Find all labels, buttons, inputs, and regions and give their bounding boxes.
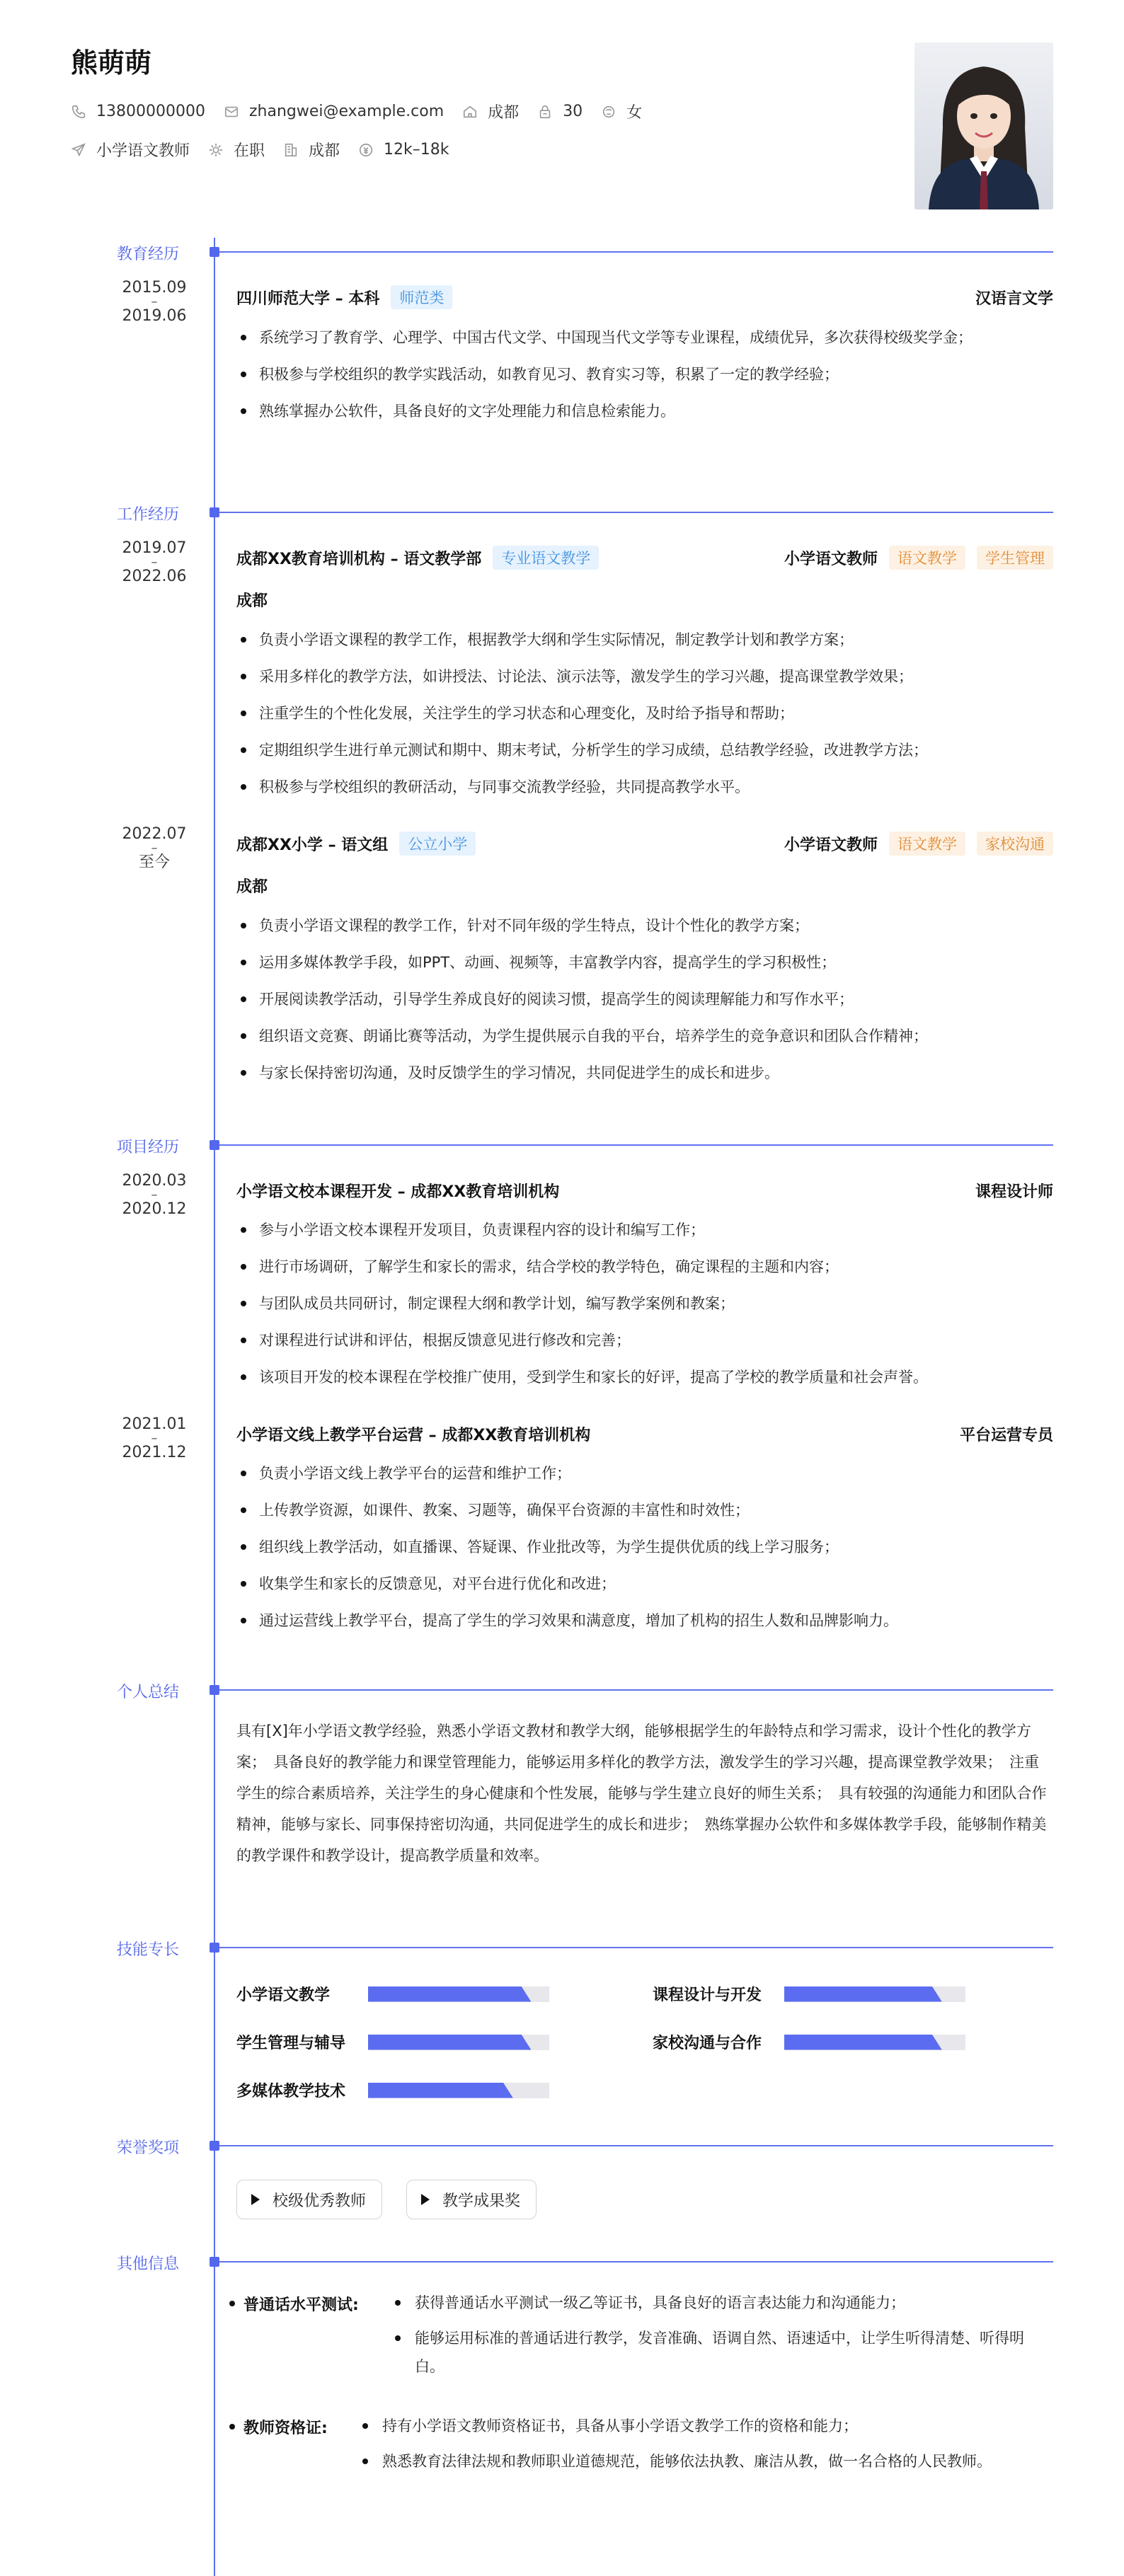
- section-title-skills: 技能专长: [117, 1941, 180, 1959]
- salary-item: [358, 141, 449, 159]
- list-item: 熟悉教育法律法规和教师职业道德规范，能够依法执教、廉洁从教，做一名合格的人民教师。: [358, 2447, 1053, 2476]
- home-icon: [462, 104, 478, 120]
- education-bullets: [236, 323, 1053, 434]
- list-item: 参与小学语文校本课程开发项目，负责课程内容的设计和编写工作；: [236, 1216, 1053, 1244]
- section-divider: [219, 2145, 1053, 2146]
- play-icon: [421, 2194, 430, 2205]
- skill-bar-fill: [784, 2035, 942, 2050]
- work-2-header: [236, 832, 1053, 855]
- list-item: 熟练掌握办公软件，具备良好的文字处理能力和信息检索能力。: [236, 397, 1053, 425]
- profile-photo: [914, 42, 1053, 209]
- list-item: 获得普通话水平测试一级乙等证书，具备良好的语言表达能力和沟通能力；: [391, 2289, 1053, 2317]
- company-tag: 公立小学: [399, 832, 476, 856]
- gender-value: 女: [626, 104, 643, 122]
- skill-bar: [368, 2035, 549, 2050]
- skill-name: 家校沟通与合作: [653, 2035, 762, 2052]
- skill-item: [236, 2031, 549, 2053]
- skill-bar: [784, 1986, 965, 2002]
- age-item: [537, 103, 583, 120]
- status-item: [208, 139, 265, 161]
- company-tag: 专业语文教学: [493, 546, 599, 570]
- list-item: 能够运用标准的普通话进行教学，发音准确、语调自然、语速适中，让学生听得清楚、听得明白。: [391, 2324, 1053, 2381]
- other-mandarin-list: [391, 2289, 1053, 2388]
- skill-name: 多媒体教学技术: [236, 2083, 346, 2100]
- skill-bar-fill: [368, 2083, 513, 2098]
- city-value: 成都: [309, 142, 340, 160]
- mail-icon: [224, 104, 239, 120]
- company-name: 成都XX小学 – 语文组: [236, 836, 389, 854]
- skill-item: [653, 2031, 965, 2053]
- contact-row: [71, 100, 660, 122]
- work-1-header: [236, 546, 1053, 569]
- list-item: 开展阅读教学活动，引导学生养成良好的阅读习惯，提高学生的阅读理解能力和写作水平；: [236, 985, 1053, 1013]
- project-2-date: 2021.01 – 2021.12: [122, 1415, 187, 1461]
- list-item: 积极参与学校组织的教研活动，与同事交流教学经验，共同提高教学水平。: [236, 773, 1053, 801]
- list-item: 对课程进行试讲和评估，根据反馈意见进行修改和完善；: [236, 1326, 1053, 1355]
- work-2-city: 成都: [236, 878, 268, 896]
- section-marker: [210, 1685, 219, 1695]
- phone-value: 13800000000: [96, 103, 205, 120]
- list-item: 采用多样化的教学方法，如讲授法、讨论法、演示法等，激发学生的学习兴趣，提高课堂教学效果；: [236, 662, 1053, 691]
- section-divider: [219, 512, 1053, 513]
- skill-bar-fill: [784, 1986, 942, 2002]
- section-title-other: 其他信息: [117, 2255, 180, 2273]
- job-role: 小学语文教师: [784, 550, 878, 568]
- work-2-date: 2022.07 – 至今: [122, 825, 187, 871]
- list-item: 系统学习了教育学、心理学、中国古代文学、中国现当代文学等专业课程，成绩优异，多次获得校级奖学金；: [236, 323, 1053, 352]
- project-name: 小学语文校本课程开发 – 成都XX教育培训机构: [236, 1183, 560, 1201]
- play-icon: [251, 2194, 260, 2205]
- list-item: 定期组织学生进行单元测试和期中、期末考试，分析学生的学习成绩，总结教学经验，改进教学方法；: [236, 736, 1053, 764]
- award-label: 校级优秀教师: [273, 2192, 367, 2210]
- job-item: [71, 139, 190, 161]
- section-marker: [210, 2257, 219, 2267]
- email-item: [224, 103, 444, 120]
- section-title-projects: 项目经历: [117, 1139, 180, 1156]
- section-divider: [219, 1144, 1053, 1146]
- job-title-value: 小学语文教师: [96, 142, 190, 160]
- section-title-work: 工作经历: [117, 506, 180, 524]
- list-item: 持有小学语文教师资格证书，具备从事小学语文教学工作的资格和能力；: [358, 2412, 1053, 2440]
- project-1-date: 2020.03 – 2020.12: [122, 1172, 187, 1218]
- list-item: 与团队成员共同研讨，制定课程大纲和教学计划，编写教学案例和教案；: [236, 1289, 1053, 1318]
- list-item: 负责小学语文课程的教学工作，针对不同年级的学生特点，设计个性化的教学方案；: [236, 912, 1053, 940]
- award-label: 教学成果奖: [442, 2192, 521, 2210]
- skill-bar: [784, 2035, 965, 2050]
- role-tag: 学生管理: [977, 546, 1053, 570]
- skill-name: 课程设计与开发: [653, 1986, 762, 2004]
- section-marker: [210, 1140, 219, 1150]
- work-2-bullets: [236, 912, 1053, 1096]
- role-tag: 家校沟通: [977, 832, 1053, 856]
- company-name: 成都XX教育培训机构 – 语文教学部: [236, 550, 482, 568]
- city-item: [283, 139, 340, 161]
- gender-item: [601, 100, 642, 122]
- other-certificate-list: [358, 2412, 1053, 2483]
- section-marker: [210, 2141, 219, 2151]
- skill-bar-fill: [368, 1986, 531, 2002]
- section-divider: [219, 2261, 1053, 2262]
- section-title-summary: 个人总结: [117, 1684, 180, 1701]
- phone-item: [71, 103, 205, 120]
- location-value: 成都: [488, 104, 520, 122]
- list-item: 与家长保持密切沟通，及时反馈学生的学习情况，共同促进学生的成长和进步。: [236, 1059, 1053, 1087]
- role-tag: 语文教学: [889, 546, 965, 570]
- school-tag: 师范类: [391, 285, 452, 309]
- list-item: 该项目开发的校本课程在学校推广使用，受到学生和家长的好评，提高了学校的教学质量和社会声誉。: [236, 1363, 1053, 1391]
- award-chip: [236, 2180, 382, 2219]
- project-name: 小学语文线上教学平台运营 – 成都XX教育培训机构: [236, 1426, 591, 1444]
- summary-text: 具有[X]年小学语文教学经验，熟悉小学语文教材和教学大纲，能够根据学生的年龄特点和学习需求，设计个性化的教学方案； 具备良好的教学能力和课堂管理能力，能够运用多样化的教学方法，激发学生的学习兴趣，提高课堂教学效果； 注重学生的综合素质培养，关注学生的身心健康和个性发展，能够与学生建立良好的师生关系； 具有较强的沟通能力和团队合作精神，能够与家长、同事保持密切沟通，共同促进学生的成长和进步； 熟练掌握办公软件和多媒体教学手段，能够制作精美的教学课件和教学设计，提高教学质量和效率。: [236, 1723, 1047, 1864]
- phone-icon: [71, 104, 86, 120]
- job-role: 小学语文教师: [784, 836, 878, 854]
- skill-item: [653, 1983, 965, 2005]
- education-date: 2015.09 – 2019.06: [122, 279, 187, 325]
- salary-value: 12k–18k: [384, 141, 449, 159]
- skill-name: 学生管理与辅导: [236, 2035, 346, 2052]
- project-2-bullets: [236, 1459, 1053, 1643]
- timeline-line: [214, 238, 215, 2576]
- list-item: 收集学生和家长的反馈意见，对平台进行优化和改进；: [236, 1570, 1053, 1598]
- section-title-awards: 荣誉奖项: [117, 2139, 180, 2157]
- section-divider: [219, 251, 1053, 253]
- project-2-header: [236, 1422, 1053, 1445]
- list-item: 运用多媒体教学手段，如PPT、动画、视频等，丰富教学内容，提高学生的学习积极性；: [236, 948, 1053, 977]
- list-item: 负责小学语文线上教学平台的运营和维护工作；: [236, 1459, 1053, 1488]
- education-entry-header: [236, 286, 1053, 309]
- list-item: 负责小学语文课程的教学工作，根据教学大纲和学生实际情况，制定教学计划和教学方案；: [236, 626, 1053, 654]
- section-divider: [219, 1689, 1053, 1691]
- work-1-bullets: [236, 626, 1053, 810]
- role-tag: 语文教学: [889, 832, 965, 856]
- list-item: 上传教学资源，如课件、教案、习题等，确保平台资源的丰富性和时效性；: [236, 1496, 1053, 1524]
- other-label-mandarin: 普通话水平测试:: [243, 2293, 359, 2315]
- project-1-header: [236, 1179, 1053, 1202]
- list-item: 积极参与学校组织的教学实践活动，如教育见习、教育实习等，积累了一定的教学经验；: [236, 360, 1053, 389]
- user-icon: [537, 104, 553, 120]
- section-marker: [210, 507, 219, 517]
- email-value: zhangwei@example.com: [248, 103, 445, 120]
- section-marker: [210, 1943, 219, 1953]
- location-item: [462, 100, 519, 122]
- work-1-city: 成都: [236, 592, 268, 610]
- skill-bar: [368, 1986, 549, 2002]
- section-marker: [210, 247, 219, 257]
- send-icon: [71, 142, 86, 158]
- project-1-bullets: [236, 1216, 1053, 1400]
- skill-item: [236, 1983, 549, 2005]
- job-row: [71, 139, 468, 161]
- skill-bar-fill: [368, 2035, 531, 2050]
- major: 汉语言文学: [975, 289, 1053, 308]
- gender-icon: [601, 104, 617, 120]
- status-icon: [208, 142, 224, 158]
- list-item: 组织语文竞赛、朗诵比赛等活动，为学生提供展示自我的平台，培养学生的竞争意识和团队合作精神；: [236, 1022, 1053, 1050]
- list-item: 组织线上教学活动，如直播课、答疑课、作业批改等，为学生提供优质的线上学习服务；: [236, 1533, 1053, 1561]
- project-role: 平台运营专员: [959, 1426, 1053, 1444]
- skill-bar: [368, 2083, 549, 2098]
- other-label-certificate: 教师资格证:: [243, 2416, 328, 2438]
- skill-name: 小学语文教学: [236, 1986, 331, 2004]
- candidate-name: 熊萌萌: [71, 47, 152, 79]
- award-chip: [406, 2180, 537, 2219]
- list-item: 注重学生的个性化发展，关注学生的学习状态和心理变化，及时给予指导和帮助；: [236, 699, 1053, 728]
- status-value: 在职: [234, 142, 265, 160]
- list-item: 进行市场调研，了解学生和家长的需求，结合学校的教学特色，确定课程的主题和内容；: [236, 1253, 1053, 1281]
- section-title-education: 教育经历: [117, 246, 180, 263]
- skill-item: [236, 2079, 549, 2101]
- list-item: 通过运营线上教学平台，提高了学生的学习效果和满意度，增加了机构的招生人数和品牌影响力。: [236, 1606, 1053, 1635]
- work-1-date: 2019.07 – 2022.06: [122, 539, 187, 585]
- age-value: 30: [563, 103, 583, 120]
- money-icon: [358, 142, 374, 158]
- project-role: 课程设计师: [975, 1183, 1053, 1201]
- building-icon: [283, 142, 299, 158]
- school-name: 四川师范大学 – 本科: [236, 289, 380, 308]
- section-divider: [219, 1947, 1053, 1948]
